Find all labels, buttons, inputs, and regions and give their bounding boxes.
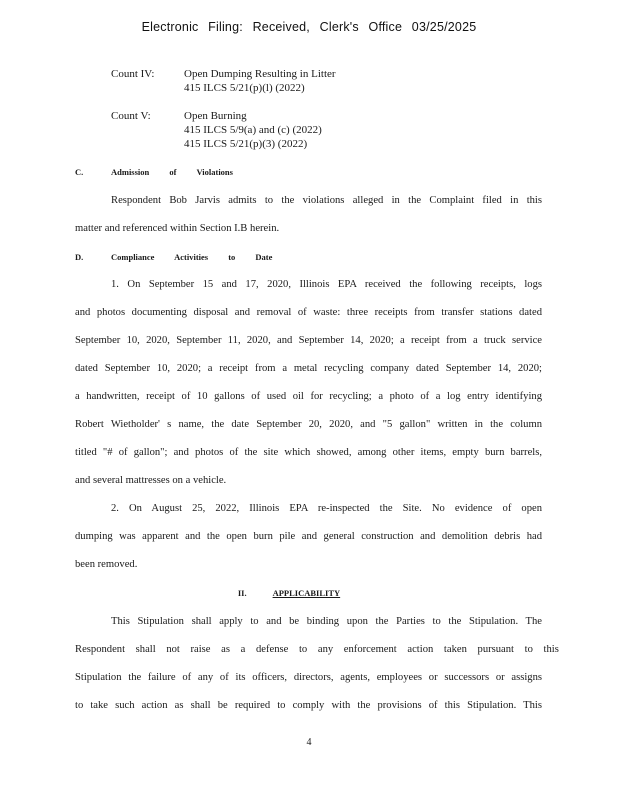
para-1-line-3: September 10, 2020, September 11, 2020, and September 14, 2020; a receipt from a truck service [75, 335, 542, 346]
para-1-line-1: 1. On September 15 and 17, 2020, Illinois EPA received the following receipts, logs [111, 279, 542, 290]
para-1-line-7: titled "# of gallon"; and photos of the site which showed, among other items, empty burn barrels, [75, 447, 542, 458]
filing-header: Electronic Filing: Received, Clerk's Office 03/25/2025 [141, 20, 477, 34]
para-2-line-3: been removed. [75, 559, 138, 570]
count-v-label: Count V: [111, 110, 151, 122]
applicability-line-1: This Stipulation shall apply to and be binding upon the Parties to the Stipulation. The [111, 616, 542, 627]
applicability-line-3: Stipulation the failure of any of its officers, directors, agents, employees or successors or assigns [75, 672, 542, 683]
section-c-line-1: Respondent Bob Jarvis admits to the violations alleged in the Complaint filed in this [111, 195, 542, 206]
section-c-title: Admission of Violations [111, 167, 233, 177]
section-ii-title: APPLICABILITY [272, 588, 341, 598]
section-ii-heading [0, 588, 618, 598]
section-c-line-2: matter and referenced within Section I.B herein. [75, 223, 280, 234]
para-1-line-2: and photos documenting disposal and removal of waste: three receipts from transfer stations dated [75, 307, 542, 318]
section-c-letter: C. [75, 167, 84, 177]
para-2-line-1: 2. On August 25, 2022, Illinois EPA re-inspected the Site. No evidence of open [111, 503, 542, 514]
count-v-line-1: Open Burning [184, 110, 247, 122]
para-1-line-5: a handwritten, receipt of 10 gallons of used oil for recycling; a photo of a log entry identifying [75, 391, 542, 402]
section-d-letter: D. [75, 252, 84, 262]
para-1-line-8: and several mattresses on a vehicle. [75, 475, 227, 486]
applicability-line-4: to take such action as shall be required to comply with the provisions of this Stipulation. This [75, 700, 542, 711]
count-iv-label: Count IV: [111, 68, 155, 80]
count-iv-line-1: Open Dumping Resulting in Litter [184, 68, 336, 80]
count-v-line-3: 415 ILCS 5/21(p)(3) (2022) [184, 138, 308, 150]
page-number: 4 [306, 737, 312, 748]
count-v-line-2: 415 ILCS 5/9(a) and (c) (2022) [184, 124, 322, 136]
section-d-title: Compliance Activities to Date [111, 252, 273, 262]
para-1-line-6: Robert Wietholder' s name, the date September 20, 2020, and "5 gallon" written in the column [75, 419, 542, 430]
section-ii-number: II. [237, 588, 247, 598]
para-2-line-2: dumping was apparent and the open burn pile and general construction and demolition debris had [75, 531, 542, 542]
para-1-line-4: dated September 10, 2020; a receipt from a metal recycling company dated September 14, 2020; [75, 363, 542, 374]
count-iv-line-2: 415 ILCS 5/21(p)(l) (2022) [184, 82, 305, 94]
applicability-line-2: Respondent shall not raise as a defense to any enforcement action taken pursuant to this [75, 644, 559, 655]
